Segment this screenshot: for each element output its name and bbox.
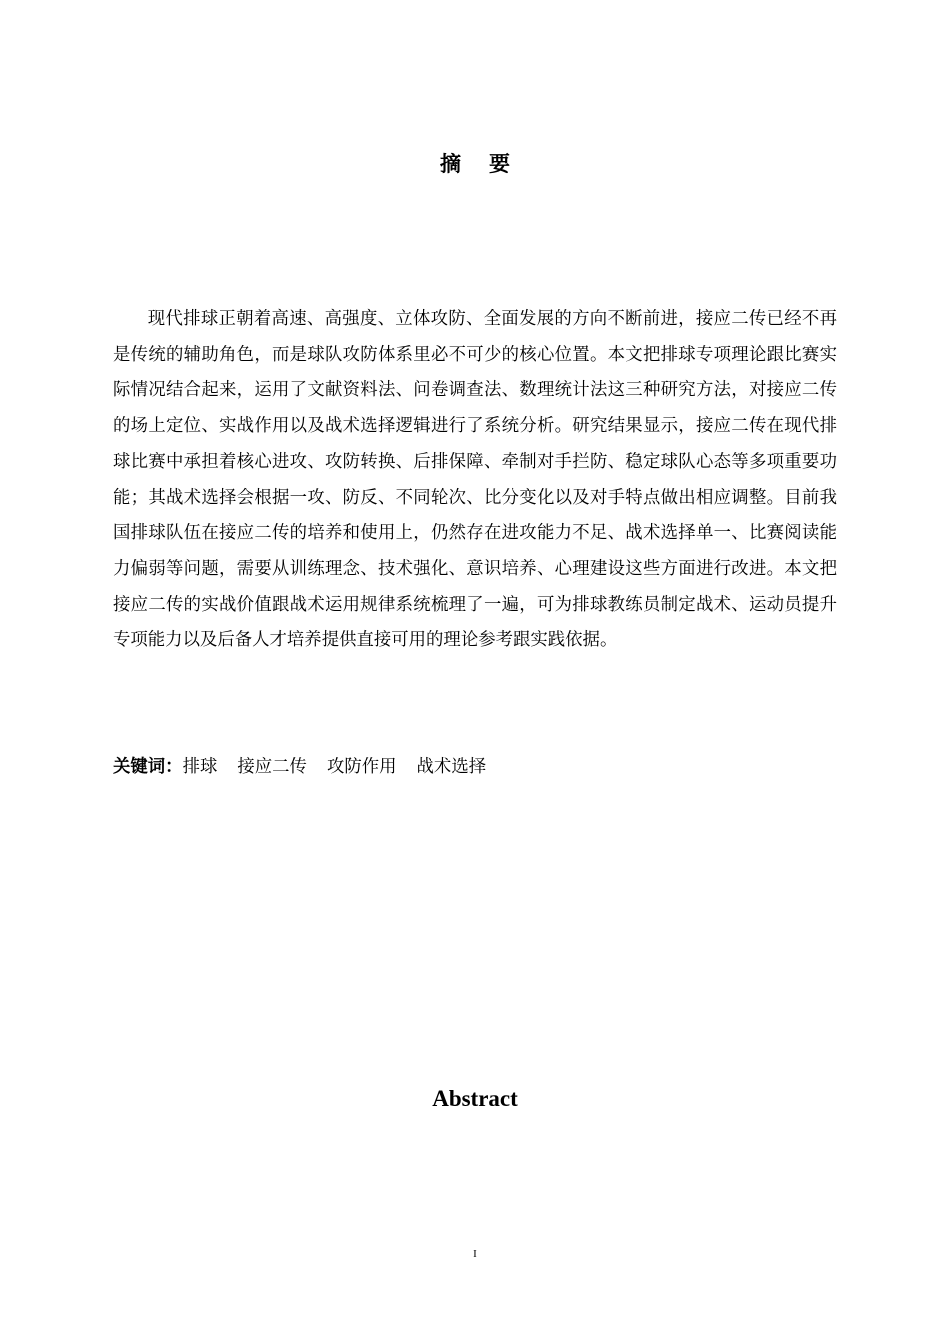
keyword-item: 接应二传 <box>237 757 307 777</box>
heading-char-1: 摘 <box>440 152 461 176</box>
keywords-line <box>113 752 837 782</box>
abstract-heading-en: Abstract <box>432 1086 518 1111</box>
keyword-item: 排球 <box>182 757 218 777</box>
page-number: I <box>473 1248 477 1260</box>
abstract-heading-cn <box>0 148 950 178</box>
abstract-body-text: 现代排球正朝着高速、高强度、立体攻防、全面发展的方向不断前进，接应二传已经不再是传统的辅助角色，而是球队攻防体系里必不可少的核心位置。本文把排球专项理论跟比赛实际情况结合起来，运用了文献资料法、问卷调查法、数理统计法这三种研究方法，对接应二传的场上定位、实战作用以及战术选择逻辑进行了系统分析。研究结果显示，接应二传在现代排球比赛中承担着核心进攻、攻防转换、后排保障、牵制对手拦防、稳定球队心态等多项重要功能；其战术选择会根据一攻、防反、不同轮次、比分变化以及对手特点做出相应调整。目前我国排球队伍在接应二传的培养和使用上，仍然存在进攻能力不足、战术选择单一、比赛阅读能力偏弱等问题，需要从训练理念、技术强化、意识培养、心理建设这些方面进行改进。本文把接应二传的实战价值跟战术运用规律系统梳理了一遍，可为排球教练员制定战术、运动员提升专项能力以及后备人才培养提供直接可用的理论参考跟实践依据。 <box>113 309 837 651</box>
heading-char-2: 要 <box>489 152 510 176</box>
keyword-item: 攻防作用 <box>326 757 397 777</box>
keyword-item: 战术选择 <box>416 757 487 777</box>
keywords-label: 关键词： <box>113 757 183 777</box>
